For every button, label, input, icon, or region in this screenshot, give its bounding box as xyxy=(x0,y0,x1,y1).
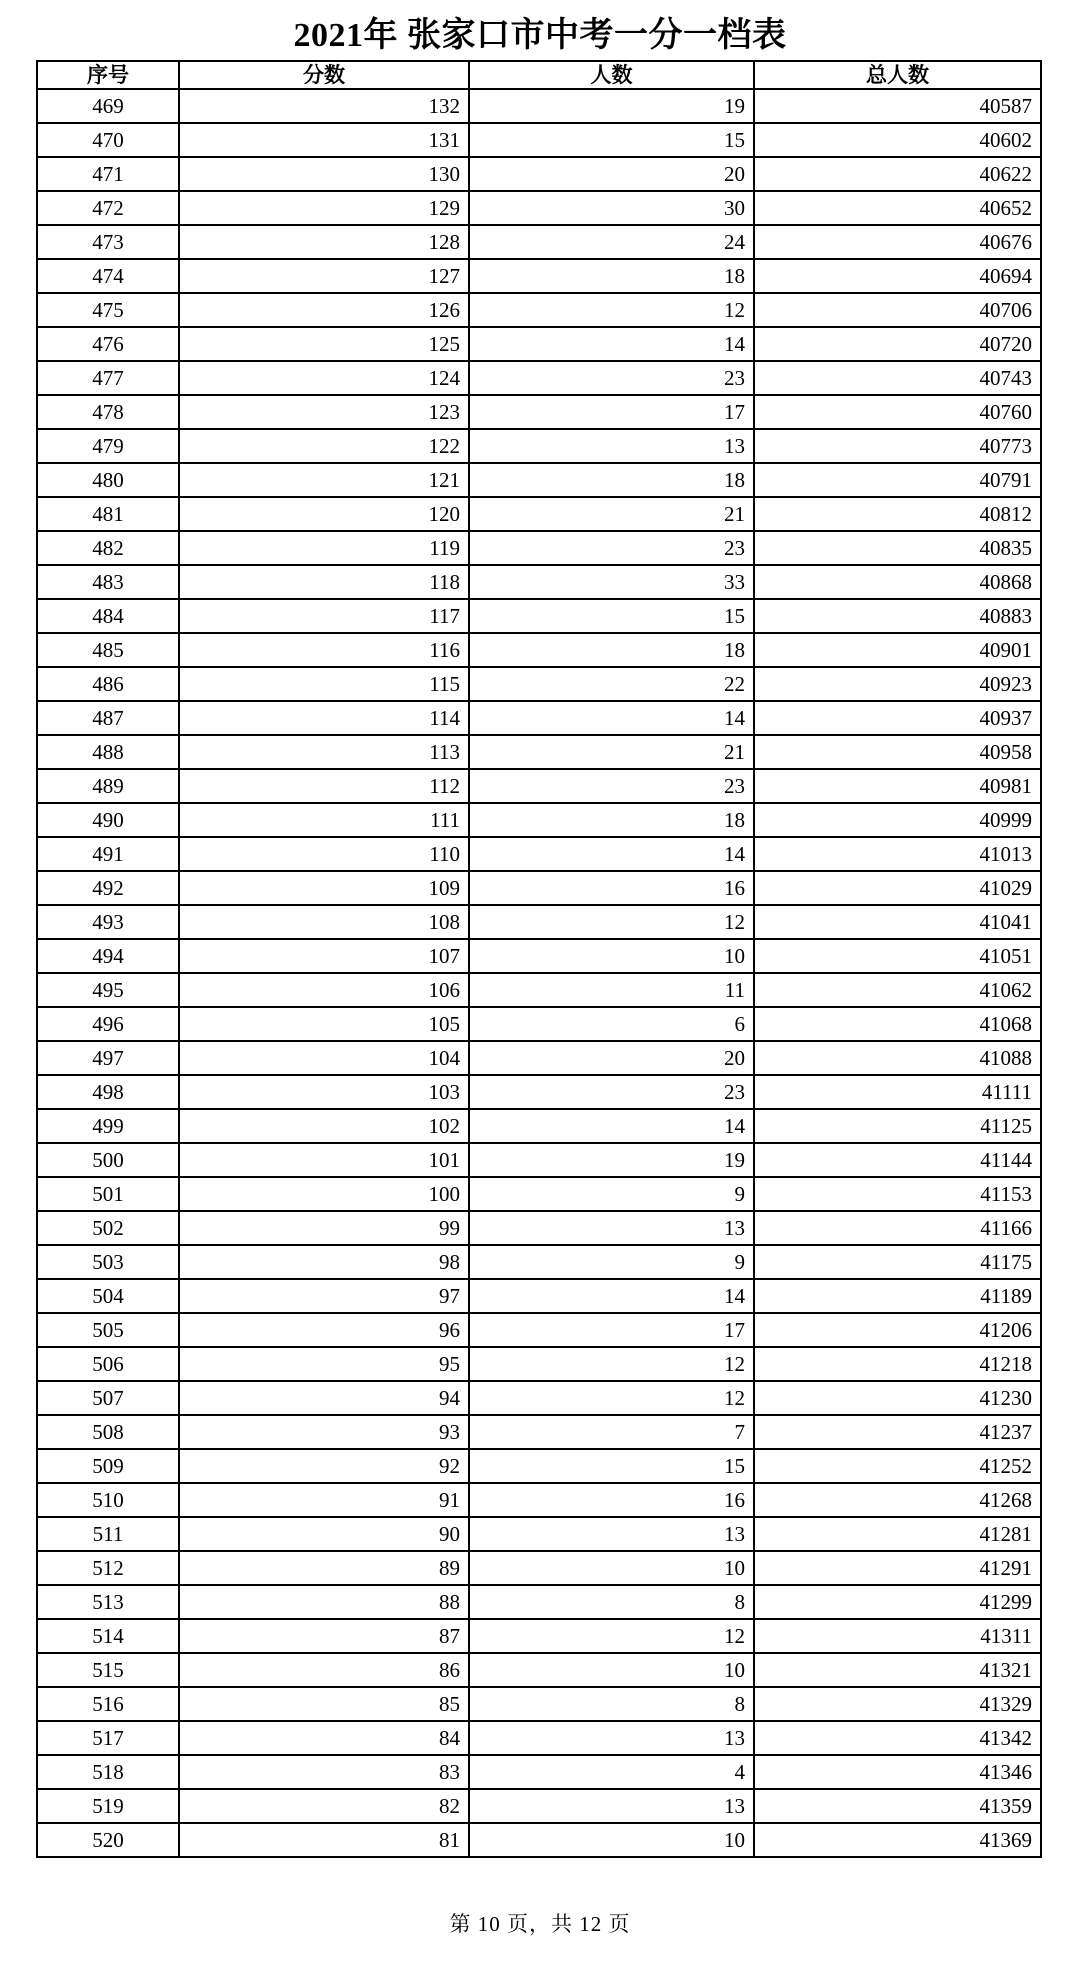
cell-sequence: 490 xyxy=(37,803,179,837)
cell-score: 91 xyxy=(179,1483,469,1517)
table-row xyxy=(37,327,1041,361)
cell-cumulative-count: 41359 xyxy=(754,1789,1041,1823)
cell-count: 12 xyxy=(469,905,754,939)
table-row xyxy=(37,871,1041,905)
cell-count: 21 xyxy=(469,497,754,531)
cell-cumulative-count: 40773 xyxy=(754,429,1041,463)
cell-count: 12 xyxy=(469,293,754,327)
cell-cumulative-count: 41029 xyxy=(754,871,1041,905)
table-row xyxy=(37,1075,1041,1109)
cell-score: 116 xyxy=(179,633,469,667)
cell-count: 23 xyxy=(469,1075,754,1109)
cell-cumulative-count: 40981 xyxy=(754,769,1041,803)
cell-cumulative-count: 41218 xyxy=(754,1347,1041,1381)
cell-count: 23 xyxy=(469,769,754,803)
cell-count: 23 xyxy=(469,531,754,565)
cell-count: 18 xyxy=(469,463,754,497)
table-row xyxy=(37,361,1041,395)
table-row xyxy=(37,1415,1041,1449)
cell-cumulative-count: 40622 xyxy=(754,157,1041,191)
cell-sequence: 474 xyxy=(37,259,179,293)
table-row xyxy=(37,1347,1041,1381)
cell-sequence: 496 xyxy=(37,1007,179,1041)
cell-score: 108 xyxy=(179,905,469,939)
cell-cumulative-count: 40883 xyxy=(754,599,1041,633)
table-row xyxy=(37,157,1041,191)
cell-score: 100 xyxy=(179,1177,469,1211)
cell-score: 87 xyxy=(179,1619,469,1653)
cell-count: 9 xyxy=(469,1245,754,1279)
table-row xyxy=(37,1109,1041,1143)
table-row xyxy=(37,1585,1041,1619)
table-row xyxy=(37,769,1041,803)
cell-count: 18 xyxy=(469,633,754,667)
cell-count: 13 xyxy=(469,1789,754,1823)
score-distribution-table xyxy=(36,60,1042,1858)
cell-sequence: 505 xyxy=(37,1313,179,1347)
cell-cumulative-count: 41051 xyxy=(754,939,1041,973)
cell-score: 130 xyxy=(179,157,469,191)
cell-cumulative-count: 41299 xyxy=(754,1585,1041,1619)
table-row xyxy=(37,1483,1041,1517)
cell-sequence: 480 xyxy=(37,463,179,497)
cell-count: 15 xyxy=(469,123,754,157)
cell-score: 105 xyxy=(179,1007,469,1041)
cell-sequence: 499 xyxy=(37,1109,179,1143)
cell-score: 128 xyxy=(179,225,469,259)
table-row xyxy=(37,1721,1041,1755)
cell-cumulative-count: 41166 xyxy=(754,1211,1041,1245)
cell-count: 16 xyxy=(469,871,754,905)
cell-sequence: 471 xyxy=(37,157,179,191)
cell-count: 13 xyxy=(469,1517,754,1551)
cell-cumulative-count: 41311 xyxy=(754,1619,1041,1653)
cell-cumulative-count: 41189 xyxy=(754,1279,1041,1313)
cell-count: 21 xyxy=(469,735,754,769)
cell-count: 12 xyxy=(469,1619,754,1653)
cell-sequence: 476 xyxy=(37,327,179,361)
cell-score: 88 xyxy=(179,1585,469,1619)
table-row xyxy=(37,1653,1041,1687)
column-header-count: 人数 xyxy=(469,61,754,89)
cell-count: 15 xyxy=(469,599,754,633)
cell-sequence: 487 xyxy=(37,701,179,735)
cell-score: 114 xyxy=(179,701,469,735)
cell-score: 117 xyxy=(179,599,469,633)
cell-count: 19 xyxy=(469,89,754,123)
column-header-sequence: 序号 xyxy=(37,61,179,89)
cell-cumulative-count: 41206 xyxy=(754,1313,1041,1347)
cell-sequence: 520 xyxy=(37,1823,179,1857)
cell-count: 18 xyxy=(469,803,754,837)
table-row xyxy=(37,1245,1041,1279)
table-row xyxy=(37,1313,1041,1347)
cell-sequence: 486 xyxy=(37,667,179,701)
cell-count: 14 xyxy=(469,1279,754,1313)
table-row xyxy=(37,735,1041,769)
table-row xyxy=(37,1007,1041,1041)
cell-cumulative-count: 41346 xyxy=(754,1755,1041,1789)
cell-cumulative-count: 40868 xyxy=(754,565,1041,599)
cell-count: 8 xyxy=(469,1585,754,1619)
cell-count: 14 xyxy=(469,1109,754,1143)
cell-score: 96 xyxy=(179,1313,469,1347)
cell-score: 104 xyxy=(179,1041,469,1075)
cell-cumulative-count: 41175 xyxy=(754,1245,1041,1279)
cell-cumulative-count: 41268 xyxy=(754,1483,1041,1517)
cell-cumulative-count: 41062 xyxy=(754,973,1041,1007)
cell-cumulative-count: 40694 xyxy=(754,259,1041,293)
cell-score: 113 xyxy=(179,735,469,769)
cell-count: 18 xyxy=(469,259,754,293)
table-row xyxy=(37,395,1041,429)
cell-cumulative-count: 41321 xyxy=(754,1653,1041,1687)
table-row xyxy=(37,1687,1041,1721)
cell-count: 15 xyxy=(469,1449,754,1483)
cell-count: 23 xyxy=(469,361,754,395)
cell-cumulative-count: 40760 xyxy=(754,395,1041,429)
cell-sequence: 484 xyxy=(37,599,179,633)
cell-cumulative-count: 40706 xyxy=(754,293,1041,327)
cell-score: 119 xyxy=(179,531,469,565)
cell-score: 111 xyxy=(179,803,469,837)
cell-sequence: 498 xyxy=(37,1075,179,1109)
cell-sequence: 497 xyxy=(37,1041,179,1075)
table-row xyxy=(37,633,1041,667)
table-row xyxy=(37,905,1041,939)
cell-cumulative-count: 41088 xyxy=(754,1041,1041,1075)
cell-sequence: 470 xyxy=(37,123,179,157)
cell-score: 97 xyxy=(179,1279,469,1313)
cell-cumulative-count: 40812 xyxy=(754,497,1041,531)
cell-count: 4 xyxy=(469,1755,754,1789)
cell-cumulative-count: 41230 xyxy=(754,1381,1041,1415)
cell-cumulative-count: 40958 xyxy=(754,735,1041,769)
table-row xyxy=(37,191,1041,225)
cell-count: 13 xyxy=(469,1721,754,1755)
cell-cumulative-count: 40835 xyxy=(754,531,1041,565)
cell-count: 19 xyxy=(469,1143,754,1177)
cell-sequence: 494 xyxy=(37,939,179,973)
cell-sequence: 472 xyxy=(37,191,179,225)
cell-score: 82 xyxy=(179,1789,469,1823)
cell-cumulative-count: 40999 xyxy=(754,803,1041,837)
cell-score: 94 xyxy=(179,1381,469,1415)
cell-score: 103 xyxy=(179,1075,469,1109)
cell-count: 20 xyxy=(469,1041,754,1075)
cell-score: 124 xyxy=(179,361,469,395)
cell-score: 84 xyxy=(179,1721,469,1755)
cell-cumulative-count: 40923 xyxy=(754,667,1041,701)
cell-sequence: 504 xyxy=(37,1279,179,1313)
cell-sequence: 495 xyxy=(37,973,179,1007)
cell-cumulative-count: 41068 xyxy=(754,1007,1041,1041)
cell-score: 99 xyxy=(179,1211,469,1245)
cell-count: 10 xyxy=(469,1551,754,1585)
cell-score: 106 xyxy=(179,973,469,1007)
cell-score: 110 xyxy=(179,837,469,871)
cell-cumulative-count: 41111 xyxy=(754,1075,1041,1109)
cell-sequence: 469 xyxy=(37,89,179,123)
cell-score: 102 xyxy=(179,1109,469,1143)
cell-count: 13 xyxy=(469,1211,754,1245)
cell-sequence: 509 xyxy=(37,1449,179,1483)
cell-score: 126 xyxy=(179,293,469,327)
cell-count: 10 xyxy=(469,1823,754,1857)
table-row xyxy=(37,259,1041,293)
cell-count: 22 xyxy=(469,667,754,701)
cell-cumulative-count: 40676 xyxy=(754,225,1041,259)
table-row xyxy=(37,89,1041,123)
cell-cumulative-count: 41237 xyxy=(754,1415,1041,1449)
cell-score: 90 xyxy=(179,1517,469,1551)
table-body xyxy=(37,89,1041,1857)
cell-sequence: 506 xyxy=(37,1347,179,1381)
cell-score: 85 xyxy=(179,1687,469,1721)
table-row xyxy=(37,701,1041,735)
column-header-cumulative-count: 总人数 xyxy=(754,61,1041,89)
cell-score: 81 xyxy=(179,1823,469,1857)
cell-count: 7 xyxy=(469,1415,754,1449)
cell-sequence: 503 xyxy=(37,1245,179,1279)
cell-score: 86 xyxy=(179,1653,469,1687)
table-row xyxy=(37,1041,1041,1075)
cell-score: 123 xyxy=(179,395,469,429)
cell-sequence: 489 xyxy=(37,769,179,803)
column-header-score: 分数 xyxy=(179,61,469,89)
cell-score: 127 xyxy=(179,259,469,293)
cell-score: 129 xyxy=(179,191,469,225)
table-row xyxy=(37,837,1041,871)
cell-sequence: 483 xyxy=(37,565,179,599)
cell-score: 132 xyxy=(179,89,469,123)
cell-cumulative-count: 40743 xyxy=(754,361,1041,395)
cell-cumulative-count: 40791 xyxy=(754,463,1041,497)
table-row xyxy=(37,1551,1041,1585)
cell-sequence: 517 xyxy=(37,1721,179,1755)
cell-cumulative-count: 41342 xyxy=(754,1721,1041,1755)
table-row xyxy=(37,123,1041,157)
cell-score: 112 xyxy=(179,769,469,803)
cell-count: 11 xyxy=(469,973,754,1007)
cell-count: 14 xyxy=(469,837,754,871)
cell-count: 10 xyxy=(469,939,754,973)
cell-sequence: 516 xyxy=(37,1687,179,1721)
table-row xyxy=(37,667,1041,701)
cell-sequence: 493 xyxy=(37,905,179,939)
cell-count: 12 xyxy=(469,1381,754,1415)
cell-cumulative-count: 40937 xyxy=(754,701,1041,735)
cell-sequence: 501 xyxy=(37,1177,179,1211)
cell-sequence: 473 xyxy=(37,225,179,259)
table-row xyxy=(37,531,1041,565)
cell-count: 16 xyxy=(469,1483,754,1517)
cell-sequence: 515 xyxy=(37,1653,179,1687)
cell-score: 89 xyxy=(179,1551,469,1585)
cell-sequence: 508 xyxy=(37,1415,179,1449)
table-row xyxy=(37,1279,1041,1313)
table-row xyxy=(37,565,1041,599)
cell-count: 33 xyxy=(469,565,754,599)
cell-score: 125 xyxy=(179,327,469,361)
cell-score: 120 xyxy=(179,497,469,531)
cell-count: 13 xyxy=(469,429,754,463)
table-row xyxy=(37,1755,1041,1789)
table-header xyxy=(37,61,1041,89)
cell-sequence: 481 xyxy=(37,497,179,531)
page-footer: 第 10 页，共 12 页 xyxy=(449,1912,631,1936)
cell-count: 14 xyxy=(469,327,754,361)
table-row xyxy=(37,1143,1041,1177)
table-header-row xyxy=(37,61,1041,89)
cell-count: 10 xyxy=(469,1653,754,1687)
cell-sequence: 485 xyxy=(37,633,179,667)
cell-count: 6 xyxy=(469,1007,754,1041)
cell-cumulative-count: 40602 xyxy=(754,123,1041,157)
cell-sequence: 477 xyxy=(37,361,179,395)
cell-score: 107 xyxy=(179,939,469,973)
cell-sequence: 511 xyxy=(37,1517,179,1551)
cell-score: 121 xyxy=(179,463,469,497)
cell-score: 109 xyxy=(179,871,469,905)
cell-count: 9 xyxy=(469,1177,754,1211)
cell-cumulative-count: 40720 xyxy=(754,327,1041,361)
cell-cumulative-count: 41144 xyxy=(754,1143,1041,1177)
cell-sequence: 507 xyxy=(37,1381,179,1415)
table-row xyxy=(37,1449,1041,1483)
cell-sequence: 492 xyxy=(37,871,179,905)
cell-sequence: 512 xyxy=(37,1551,179,1585)
table-row xyxy=(37,599,1041,633)
table-row xyxy=(37,463,1041,497)
cell-cumulative-count: 41291 xyxy=(754,1551,1041,1585)
table-row xyxy=(37,1177,1041,1211)
cell-cumulative-count: 41125 xyxy=(754,1109,1041,1143)
table-row xyxy=(37,803,1041,837)
cell-cumulative-count: 41329 xyxy=(754,1687,1041,1721)
cell-score: 101 xyxy=(179,1143,469,1177)
cell-sequence: 488 xyxy=(37,735,179,769)
cell-sequence: 519 xyxy=(37,1789,179,1823)
cell-cumulative-count: 40652 xyxy=(754,191,1041,225)
cell-score: 95 xyxy=(179,1347,469,1381)
cell-sequence: 500 xyxy=(37,1143,179,1177)
cell-cumulative-count: 41153 xyxy=(754,1177,1041,1211)
table-row xyxy=(37,973,1041,1007)
cell-sequence: 479 xyxy=(37,429,179,463)
table-row xyxy=(37,1789,1041,1823)
cell-score: 83 xyxy=(179,1755,469,1789)
cell-score: 118 xyxy=(179,565,469,599)
cell-count: 14 xyxy=(469,701,754,735)
cell-sequence: 502 xyxy=(37,1211,179,1245)
cell-count: 8 xyxy=(469,1687,754,1721)
cell-cumulative-count: 40587 xyxy=(754,89,1041,123)
cell-cumulative-count: 41041 xyxy=(754,905,1041,939)
cell-count: 17 xyxy=(469,1313,754,1347)
table-row xyxy=(37,1211,1041,1245)
cell-sequence: 513 xyxy=(37,1585,179,1619)
table-row xyxy=(37,1517,1041,1551)
table-row xyxy=(37,225,1041,259)
cell-cumulative-count: 41252 xyxy=(754,1449,1041,1483)
table-row xyxy=(37,429,1041,463)
cell-sequence: 482 xyxy=(37,531,179,565)
cell-score: 98 xyxy=(179,1245,469,1279)
table-row xyxy=(37,939,1041,973)
page-title: 2021年 张家口市中考一分一档表 xyxy=(293,17,787,54)
table-row xyxy=(37,497,1041,531)
cell-sequence: 478 xyxy=(37,395,179,429)
cell-count: 30 xyxy=(469,191,754,225)
cell-cumulative-count: 41013 xyxy=(754,837,1041,871)
cell-score: 115 xyxy=(179,667,469,701)
cell-count: 17 xyxy=(469,395,754,429)
cell-sequence: 491 xyxy=(37,837,179,871)
cell-sequence: 510 xyxy=(37,1483,179,1517)
table-row xyxy=(37,293,1041,327)
cell-score: 131 xyxy=(179,123,469,157)
cell-sequence: 518 xyxy=(37,1755,179,1789)
cell-count: 20 xyxy=(469,157,754,191)
table-row xyxy=(37,1823,1041,1857)
cell-count: 24 xyxy=(469,225,754,259)
cell-cumulative-count: 40901 xyxy=(754,633,1041,667)
table-row xyxy=(37,1619,1041,1653)
cell-cumulative-count: 41369 xyxy=(754,1823,1041,1857)
cell-count: 12 xyxy=(469,1347,754,1381)
cell-cumulative-count: 41281 xyxy=(754,1517,1041,1551)
cell-score: 122 xyxy=(179,429,469,463)
table-row xyxy=(37,1381,1041,1415)
score-distribution-table-container xyxy=(36,60,1040,1858)
cell-score: 92 xyxy=(179,1449,469,1483)
cell-sequence: 514 xyxy=(37,1619,179,1653)
cell-sequence: 475 xyxy=(37,293,179,327)
cell-score: 93 xyxy=(179,1415,469,1449)
